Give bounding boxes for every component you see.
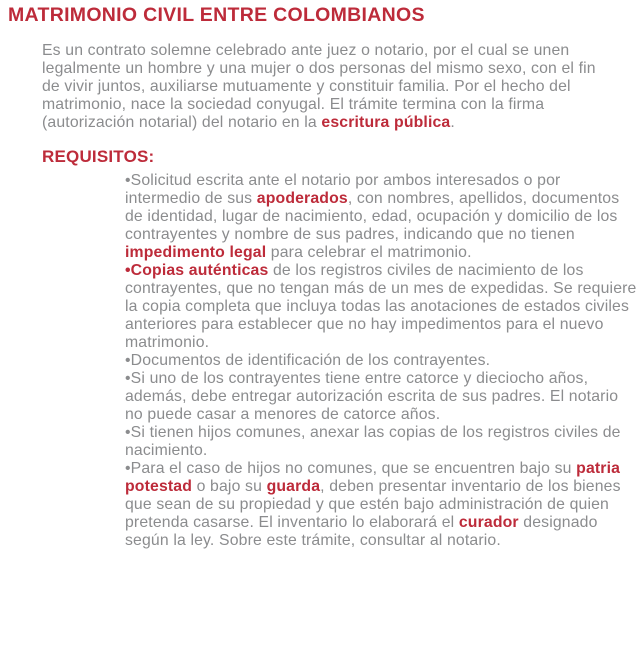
- requirements-heading: REQUISITOS:: [42, 147, 155, 166]
- text-run: •Si uno de los contrayentes tiene entre catorce y dieciocho años, además, debe entregar autorización escrita de sus padres. El notario no puede casar a menores de catorce años.: [125, 370, 619, 423]
- text-run: designado según la ley. Sobre este trámite, consultar al notario.: [125, 514, 598, 549]
- highlighted-term: patria potestad: [125, 460, 621, 495]
- text-run: , deben presentar inventario de los bienes que sean de su propiedad y que estén bajo administración de quien pretenda casarse. El inventario lo elaborará el: [125, 478, 621, 531]
- text-run: de los registros civiles de nacimiento de los contrayentes, que no tengan más de un mes de expedidas. Se requiere la copia completa que incluya todas las anotaciones de estados civiles anteriores para establecer que no hay impedimentos para el nuevo matrimonio.: [125, 262, 637, 351]
- text-run: , con nombres, apellidos, documentos de identidad, lugar de nacimiento, edad, ocupación y domicilio de los contrayentes y nombre de sus padres, indicando que no tienen: [125, 190, 620, 243]
- requirements-list: [125, 172, 637, 550]
- intro-paragraph: [42, 42, 612, 132]
- requirement-item: [125, 262, 637, 352]
- highlighted-term: impedimento legal: [125, 244, 267, 261]
- text-run: •Documentos de identificación de los contrayentes.: [125, 352, 491, 369]
- requirement-item: [125, 370, 637, 424]
- highlighted-term: escritura pública: [321, 114, 451, 131]
- page-title: MATRIMONIO CIVIL ENTRE COLOMBIANOS: [8, 4, 425, 26]
- text-run: •Si tienen hijos comunes, anexar las copias de los registros civiles de nacimiento.: [125, 424, 621, 459]
- highlighted-term: curador: [458, 514, 519, 531]
- highlighted-term: guarda: [266, 478, 321, 495]
- highlighted-term: apoderados: [256, 190, 348, 207]
- requirement-item: [125, 172, 637, 262]
- text-run: •Para el caso de hijos no comunes, que se encuentren bajo su: [125, 460, 577, 477]
- requirement-item: [125, 460, 637, 550]
- text-run: para celebrar el matrimonio.: [266, 244, 472, 261]
- document-page: [0, 4, 644, 654]
- text-run: Es un contrato solemne celebrado ante juez o notario, por el cual se unen legalmente un hombre y una mujer o dos personas del mismo sexo, con el fin de vivir juntos, auxiliarse mutuamente y constituir familia. Por el hecho del matrimonio, nace la sociedad conyugal. El trámite termina con la firma (autorización notarial) del notario en la: [42, 42, 596, 131]
- requirement-item: [125, 424, 637, 460]
- text-run: o bajo su: [192, 478, 267, 495]
- requirement-item: [125, 352, 637, 370]
- text-run: •Solicitud escrita ante el notario por ambos interesados o por intermedio de sus: [125, 172, 561, 207]
- text-run: .: [450, 114, 455, 131]
- highlighted-term: •Copias auténticas: [125, 262, 269, 279]
